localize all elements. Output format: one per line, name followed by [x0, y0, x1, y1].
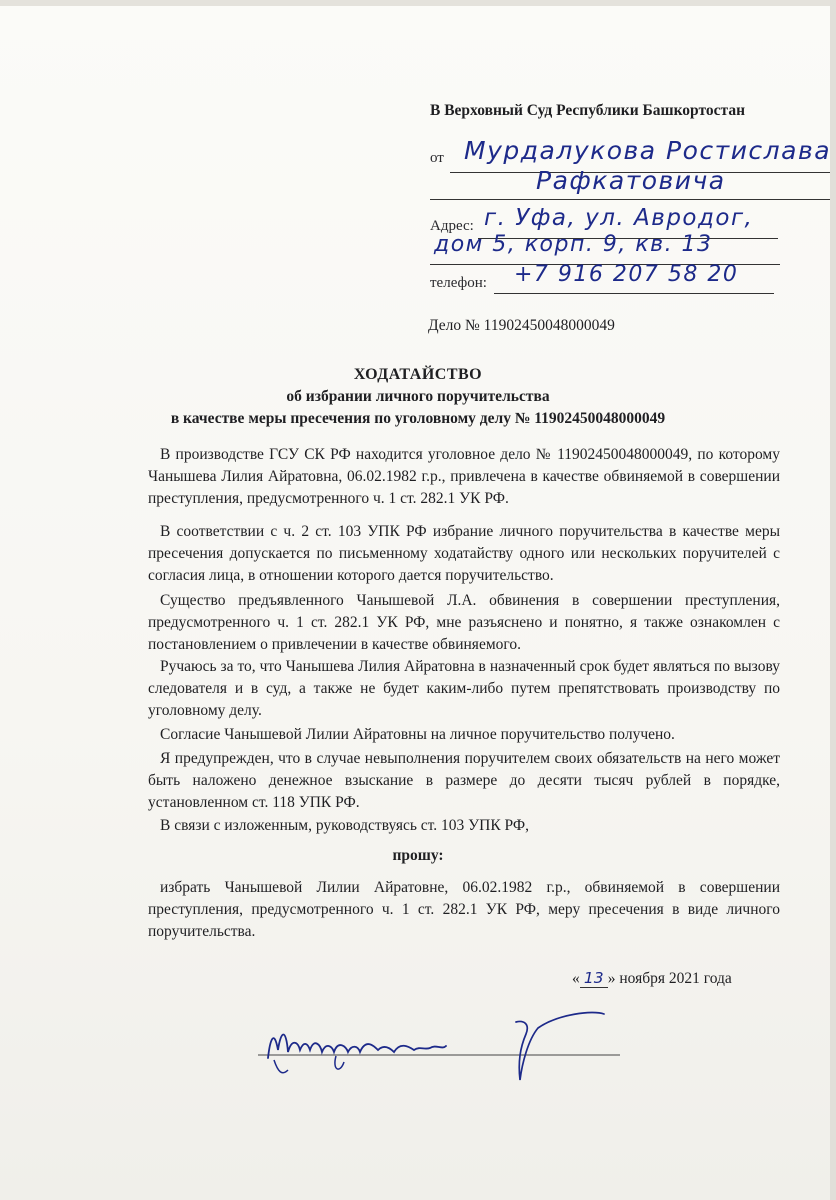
date-rest: » ноября 2021 года — [607, 970, 732, 987]
phone-label: телефон: — [430, 275, 487, 291]
signing-date — [572, 969, 732, 988]
document-subtitle-case: в качестве меры пресечения по уголовному делу № 11902450048000049 — [170, 410, 666, 427]
handwritten-signature — [248, 1000, 628, 1090]
date-open-quote: « — [572, 970, 580, 987]
request-heading: прошу: — [392, 847, 444, 864]
paragraph-consent: Согласие Чанышевой Лилии Айратовны на личное поручительство получено. — [160, 726, 675, 743]
court-addressee: В Верховный Суд Республики Башкортостан — [430, 102, 745, 119]
case-number: Дело № 11902450048000049 — [428, 317, 615, 334]
paragraph-charge-explained: Существо предъявленного Чанышевой Л.А. обвинения в совершении преступления, предусмотренного ч. 1 ст. 282.1 УК РФ, мне разъяснено и понятно, я также ознакомлен с постановлением о привлечении в качестве обвиняемого. — [148, 592, 780, 653]
document-subtitle: об избрании личного поручительства — [286, 388, 550, 405]
address-line2: дом 5, корп. 9, кв. 13 — [434, 232, 713, 257]
paragraph-case-info: В производстве ГСУ СК РФ находится уголовное дело № 11902450048000049, по которому Чанышева Лилия Айратовна, 06.02.1982 г.р., привлечена в качестве обвиняемой в совершении преступления, предусмотренного ч. 1 ст. 282.1 УК РФ. — [148, 446, 780, 507]
document-title: ХОДАТАЙСТВО — [353, 366, 483, 383]
paragraph-guarantee: Ручаюсь за то, что Чанышева Лилия Айратовна в назначенный срок будет являться по вызову следователя и в суд, а также не будет каким-либо путем препятствовать производству по уголовному делу. — [148, 658, 780, 719]
request-text: избрать Чанышевой Лилии Айратовне, 06.02.1982 г.р., обвиняемой в совершении преступления, предусмотренного ч. 1 ст. 282.1 УК РФ, меру пресечения в виде личного поручительства. — [148, 879, 780, 940]
paragraph-warning: Я предупрежден, что в случае невыполнения поручителем своих обязательств на него может быть наложено денежное взыскание в размере до десяти тысяч рублей в порядке, установленном ст. 118 УПК РФ. — [148, 750, 780, 811]
paragraph-conclusion: В связи с изложенным, руководствуясь ст. 103 УПК РФ, — [160, 817, 530, 834]
phone-underline — [494, 293, 774, 294]
applicant-name-line2: Рафкатовича — [536, 166, 726, 195]
from-label: от — [430, 150, 444, 166]
applicant-name-line1: Мурдалукова Ростислава — [464, 136, 832, 165]
paragraph-legal-basis: В соответствии с ч. 2 ст. 103 УПК РФ избрание личного поручительства в качестве меры пресечения допускается по письменному ходатайству одного или нескольких поручителей с согласия лица, в отношении которого дается поручительство. — [148, 523, 780, 584]
date-day: 13 — [580, 969, 608, 988]
page-top-edge — [0, 0, 836, 6]
from-underline-2 — [430, 199, 830, 200]
phone-value: +7 916 207 58 20 — [514, 262, 739, 287]
address-line1: г. Уфа, ул. Авродог, — [484, 205, 754, 231]
address-label: Адрес: — [430, 218, 474, 234]
page-right-edge — [830, 0, 836, 1200]
